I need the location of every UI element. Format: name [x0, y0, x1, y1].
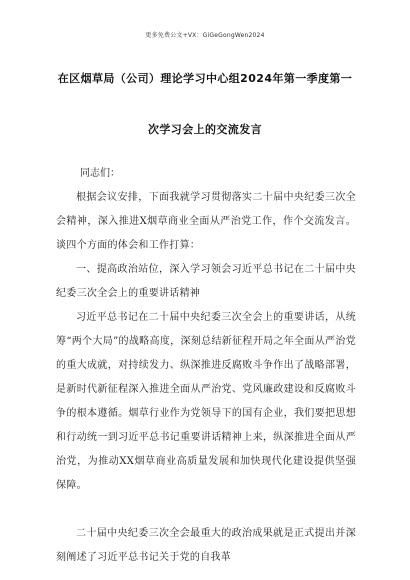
- document-title-line-1: 在区烟草局（公司）理论学习中心组2024年第一季度第一: [57, 72, 353, 85]
- document-title-line-2: 次学习会上的交流发言: [148, 123, 262, 136]
- section-heading-1: 一、提高政治站位，深入学习领会习近平总书记在二十届中央纪委三次全会上的重要讲话精神: [56, 264, 356, 299]
- paragraph-intro: 根据会议安排，下面我就学习贯彻落实二十届中央纪委三次全会精神，深入推进X烟草商业全面从严治党工作，作个交流发言。谈四个方面的体会和工作打算：: [56, 192, 356, 251]
- salutation: 同志们：: [80, 168, 120, 179]
- paragraph-continued: 二十届中央纪委三次全会最重大的政治成果就是正式提出并深刻阐述了习近平总书记关于党的自我革: [56, 528, 356, 563]
- paragraph-body: 习近平总书记在二十届中央纪委三次全会上的重要讲话，从统筹“两个大局”的战略高度，深刻总结新征程开局之年全面从严治党的重大成就，对持续发力、纵深推进反腐败斗争作出了战略部署，是新时代新征程深入推进全面从严治党、党风廉政建设和反腐败斗争的根本遵循。烟草行业作为党领导下的国有企业，我们要把思想和行动统一到习近平总书记重要讲话精神上来，纵深推进全面从严治党，为推动XX烟草商业高质量发展和加快现代化建设提供坚强保障。: [56, 312, 356, 491]
- header-note: 更多免费公文+VX：GiGeGongWen2024: [145, 32, 265, 39]
